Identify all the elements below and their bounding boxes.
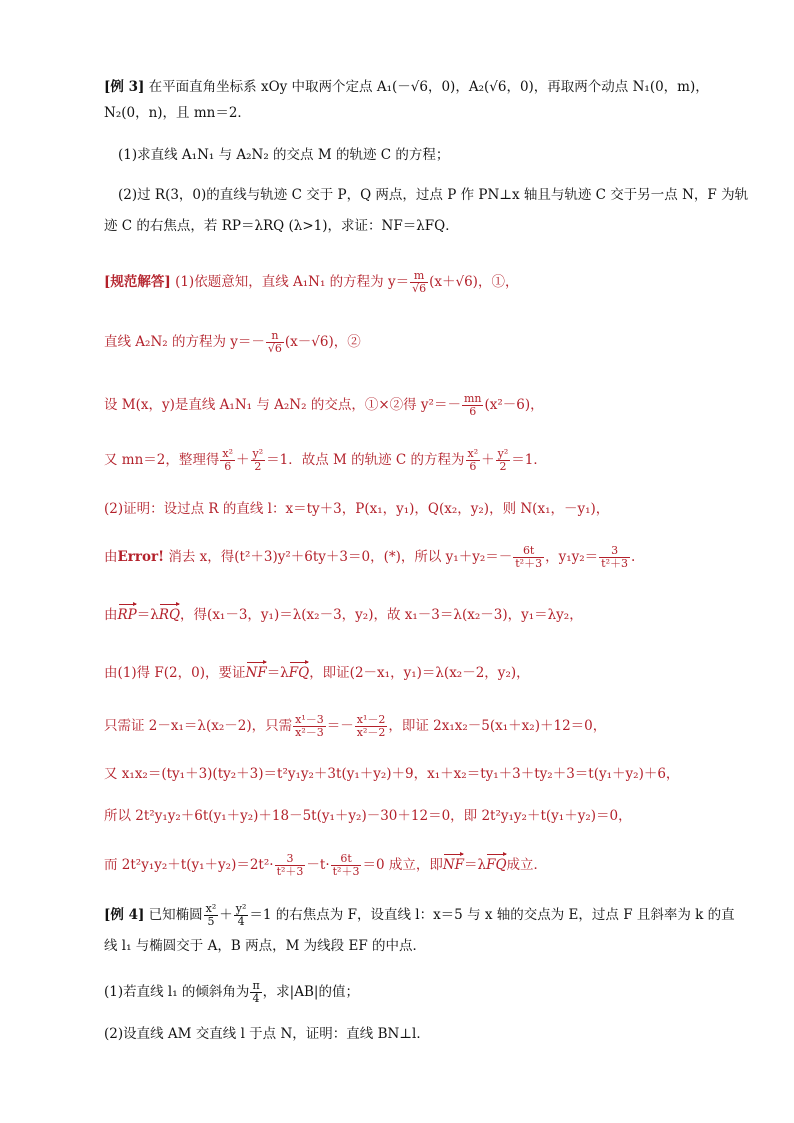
fraction: $\frac{m}{√6}$	[412, 269, 427, 295]
example3-question2-text: 迹 C 的右焦点，若 RP＝λRQ (λ>1)，求证：NF＝λFQ．	[104, 218, 459, 234]
fraction: $\frac{\text{y²}}{4}$	[235, 902, 247, 928]
solution-line3: 设 M(x，y)是直线 A₁N₁ 与 A₂N₂ 的交点，①×②得 y²＝－ $\frac{mn}{6}$ (x²－6)，	[104, 392, 544, 418]
fraction: $\frac{mn}{6}$	[463, 392, 482, 418]
fraction: $\frac{\text{x¹－3}}{\text{x²－3}}$	[295, 713, 324, 739]
example4-question2: (2)设直线 AM 交直线 l 于点 N，证明：直线 BN⊥l．	[104, 1026, 430, 1042]
example4-line2: 线 l₁ 与椭圆交于 A，B 两点，M 为线段 EF 的中点．	[104, 938, 426, 954]
fraction: $\frac{\text{y²}}{2}$	[252, 447, 264, 473]
solution-line6: 由Error! 消去 x，得(t²＋3)y²＋6ty＋3＝0，(*)，所以 y₁＋y₂＝－ $\frac{6t}{\text{t²＋3}}$ ，y₁y₂＝ $\frac{3}{\text{t²＋3}}$ .	[104, 544, 636, 570]
solution-tag: [规范解答]	[104, 274, 171, 290]
vector: FQ	[486, 852, 506, 874]
fraction: $\frac{\text{x²}}{6}$	[467, 447, 479, 473]
solution-line10: 又 x₁x₂＝(ty₁＋3)(ty₂＋3)＝t²y₁y₂＋3t(y₁＋y₂)＋9，x₁＋x₂＝ty₁＋3＋ty₂＋3＝t(y₁＋y₂)＋6，	[104, 766, 680, 782]
fraction: $\frac{n}{√6}$	[267, 329, 282, 355]
example3-statement-line2: N₂(0，n)，且 mn＝2．	[104, 105, 251, 121]
fraction: $\frac{6t}{\text{t²＋3}}$	[332, 852, 360, 878]
solution-line2: 直线 A₂N₂ 的方程为 y＝－ $\frac{n}{√6}$ (x－√6)，②	[104, 329, 361, 355]
solution-line4: 又 mn＝2，整理得 $\frac{\text{x²}}{6}$ ＋ $\frac{\text{y²}}{2}$ ＝1．故点 M 的轨迹 C 的方程为 $\frac{\text{x²}}{6}$ ＋ $\frac{\text{y²}}{2}$ ＝1．	[104, 447, 547, 473]
solution-line9: 只需证 2－x₁＝λ(x₂－2)，只需 $\frac{\text{x¹－3}}{\text{x²－3}}$ ＝－ $\frac{\text{x¹－2}}{\text{x²－2}}$ ，即证 2x₁x₂－5(x₁＋x₂)＋12＝0，	[104, 713, 607, 739]
example3-question1: (1)求直线 A₁N₁ 与 A₂N₂ 的交点 M 的轨迹 C 的方程；	[118, 147, 450, 163]
fraction: $\frac{3}{\text{t²＋3}}$	[601, 544, 628, 570]
fraction: $\frac{6t}{\text{t²＋3}}$	[515, 544, 543, 570]
solution-s1-prefix: (1)依题意知，直线 A₁N₁ 的方程为 y＝	[170, 274, 410, 290]
solution-line12: 而 2t²y₁y₂＋t(y₁＋y₂)＝2t²· $\frac{3}{\text{t²＋3}}$ －t· $\frac{6t}{\text{t²＋3}}$ ＝0 成立，即NF＝λFQ成立．	[104, 852, 548, 878]
fraction: $\frac{\text{x²}}{6}$	[222, 447, 234, 473]
example4-line1: [例 4] 已知椭圆 $\frac{\text{x²}}{5}$ ＋ $\frac{\text{y²}}{4}$ ＝1 的右焦点为 F，设直线 l：x＝5 与 x 轴的交点为 E，过点 F 且斜率为 k 的直	[104, 902, 735, 928]
solution-line5: (2)证明：设过点 R 的直线 l：x＝ty＋3，P(x₁，y₁)，Q(x₂，y₂)，则 N(x₁，－y₁)，	[104, 501, 610, 517]
example3-question2-line2	[104, 217, 459, 235]
example3-text-1: 在平面直角坐标系 xOy 中取两个定点 A₁(－√6，0)，A₂(√6，0)，再取两个动点 N₁(0，m)，	[144, 79, 709, 95]
solution-s1-suffix: (x＋√6)，①，	[429, 274, 519, 290]
fraction: $\frac{\text{x²}}{5}$	[205, 902, 217, 928]
solution-line7: 由RP＝λRQ，得(x₁－3，y₁)＝λ(x₂－3，y₂)，故 x₁－3＝λ(x₂－3)，y₁＝λy₂，	[104, 602, 583, 624]
fraction: $\frac{\text{x¹－2}}{\text{x²－2}}$	[356, 713, 386, 739]
vector: RP	[118, 602, 137, 624]
solution-line1	[104, 270, 518, 295]
example3-statement-line1	[104, 78, 709, 96]
example4-tag: [例 4]	[104, 907, 145, 923]
vector: FQ	[289, 660, 309, 682]
error-text: Error!	[117, 549, 165, 565]
example4-question1: (1)若直线 l₁ 的倾斜角为 $\frac{\pi}{4}$ ，求|AB|的值；	[104, 979, 359, 1005]
fraction: $\frac{\pi}{4}$	[252, 979, 260, 1005]
vector: RQ	[159, 602, 180, 624]
fraction: $\frac{\text{y²}}{2}$	[497, 447, 509, 473]
solution-line11: 所以 2t²y₁y₂＋6t(y₁＋y₂)＋18－5t(y₁＋y₂)－30＋12＝0，即 2t²y₁y₂＋t(y₁＋y₂)＝0，	[104, 808, 632, 824]
example3-question2-line1: (2)过 R(3，0)的直线与轨迹 C 交于 P，Q 两点，过点 P 作 PN⊥x 轴且与轨迹 C 交于另一点 N，F 为轨	[118, 187, 749, 203]
vector: NF	[443, 852, 464, 874]
vector: NF	[246, 660, 267, 682]
example3-tag: [例 3]	[104, 79, 145, 95]
solution-line8: 由(1)得 F(2，0)，要证NF＝λFQ，即证(2－x₁，y₁)＝λ(x₂－2，y₂)，	[104, 660, 530, 682]
fraction: $\frac{3}{\text{t²＋3}}$	[276, 852, 304, 878]
